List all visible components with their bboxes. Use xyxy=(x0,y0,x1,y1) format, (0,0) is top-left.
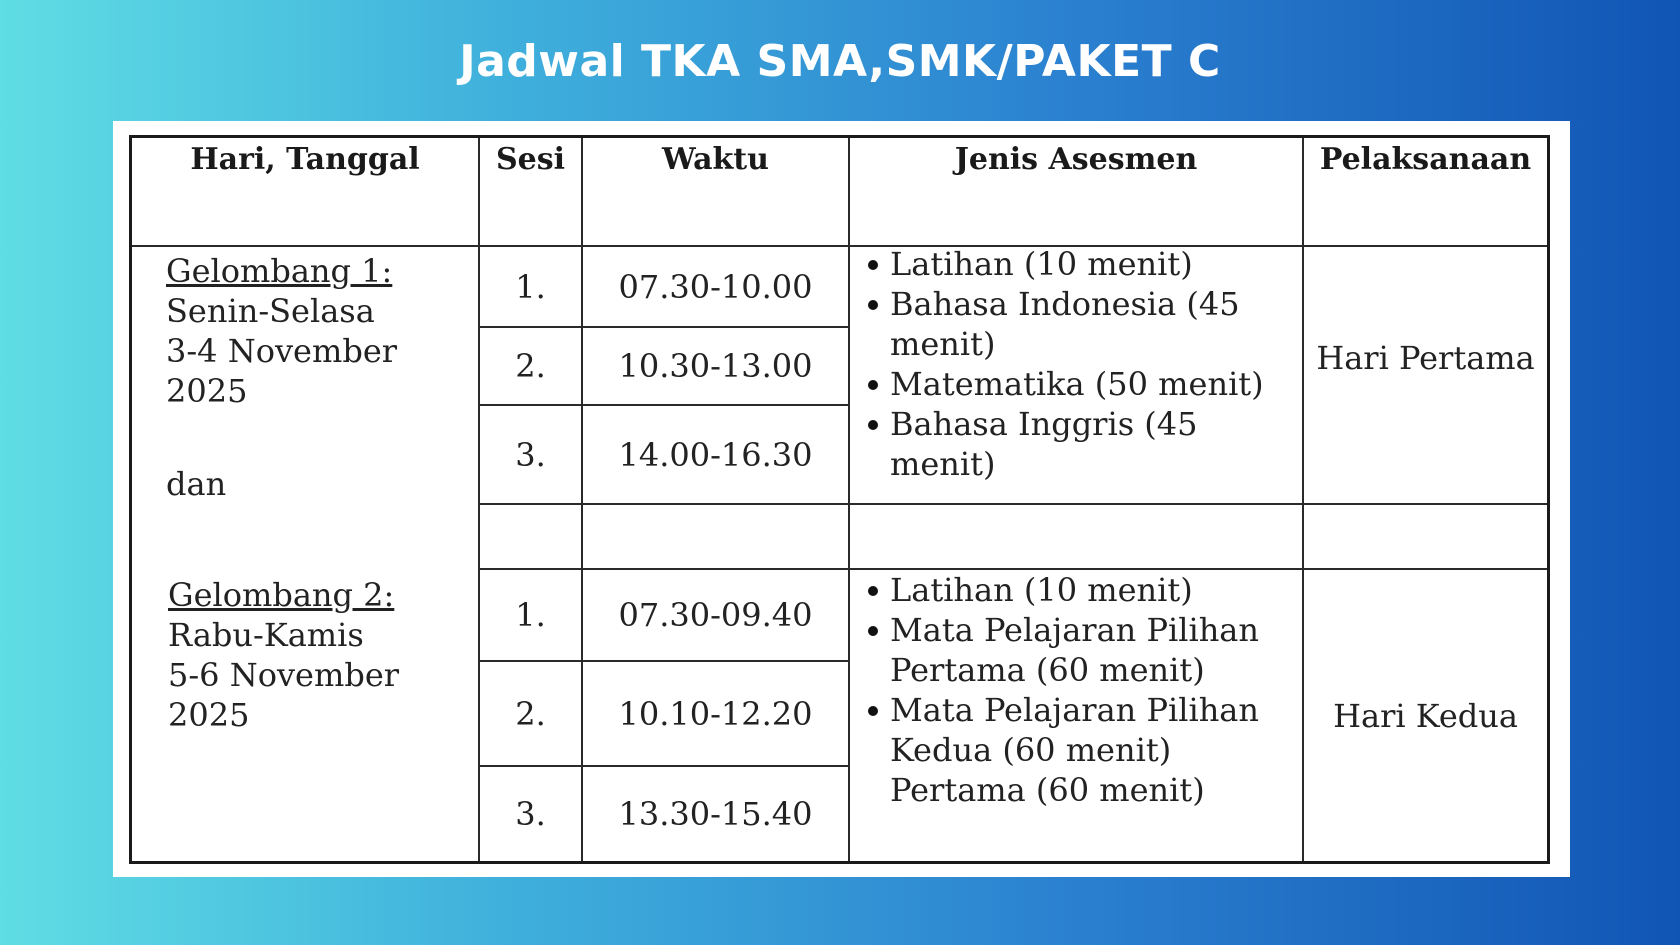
day2-assessment-cell xyxy=(864,570,1304,810)
gelombang-2-date: 5-6 November xyxy=(168,656,400,694)
gelombang-1-year: 2025 xyxy=(166,372,248,410)
waktu-cell: 10.10-12.20 xyxy=(618,694,813,733)
assessment-item-continuation: Pertama (60 menit) xyxy=(890,771,1205,809)
assessment-item: Bahasa Indonesia (45 xyxy=(864,284,1304,324)
row-divider xyxy=(478,503,1547,505)
header-pelaksanaan: Pelaksanaan xyxy=(1319,142,1532,177)
day2-pelaksanaan: Hari Kedua xyxy=(1333,696,1518,735)
assessment-item: Matematika (50 menit) xyxy=(864,364,1304,404)
header-hari-tanggal: Hari, Tanggal xyxy=(190,142,420,177)
connector-text: dan xyxy=(166,465,227,503)
sesi-cell: 3. xyxy=(515,795,546,833)
schedule-table xyxy=(129,135,1550,864)
waktu-cell: 14.00-16.30 xyxy=(618,435,813,474)
waktu-cell: 13.30-15.40 xyxy=(618,795,813,833)
assessment-item: Bahasa Inggris (45 xyxy=(864,404,1304,444)
gelombang-1-days: Senin-Selasa xyxy=(166,292,375,330)
assessment-item: Mata Pelajaran Pilihan xyxy=(864,690,1304,730)
sesi-cell: 1. xyxy=(515,267,546,306)
assessment-item-continuation: Pertama (60 menit) xyxy=(890,651,1205,689)
waktu-cell: 07.30-10.00 xyxy=(618,267,813,306)
day1-assessment-list xyxy=(864,244,1304,484)
sesi-cell: 2. xyxy=(515,694,546,733)
assessment-item-continuation: menit) xyxy=(890,445,996,483)
gelombang-2-block xyxy=(168,575,478,735)
page-title: Jadwal TKA SMA,SMK/PAKET C xyxy=(459,36,1221,87)
assessment-item: Mata Pelajaran Pilihan xyxy=(864,610,1304,650)
assessment-item-continuation: Kedua (60 menit) xyxy=(890,731,1172,769)
sesi-cell: 1. xyxy=(515,596,546,634)
schedule-card xyxy=(113,121,1570,877)
waktu-cell: 07.30-09.40 xyxy=(618,596,813,634)
gelombang-2-year: 2025 xyxy=(168,696,250,734)
sesi-cell: 2. xyxy=(515,347,546,385)
waktu-cell: 10.30-13.00 xyxy=(618,347,813,385)
assessment-item: Latihan (10 menit) xyxy=(864,244,1304,284)
header-waktu: Waktu xyxy=(662,142,769,177)
header-jenis-asesmen: Jenis Asesmen xyxy=(954,142,1198,177)
gelombang-1-date: 3-4 November xyxy=(166,332,398,370)
gelombang-1-block xyxy=(166,251,476,411)
day2-assessment-list xyxy=(864,570,1304,810)
assessment-item: Latihan (10 menit) xyxy=(864,570,1304,610)
assessment-item-continuation: menit) xyxy=(890,325,996,363)
day1-pelaksanaan: Hari Pertama xyxy=(1316,339,1535,377)
header-sesi: Sesi xyxy=(495,142,566,177)
day1-assessment-cell xyxy=(864,244,1304,484)
gelombang-2-days: Rabu-Kamis xyxy=(168,616,364,654)
gelombang-2-label: Gelombang 2: xyxy=(168,576,395,614)
gelombang-1-label: Gelombang 1: xyxy=(166,252,393,290)
sesi-cell: 3. xyxy=(515,435,546,474)
